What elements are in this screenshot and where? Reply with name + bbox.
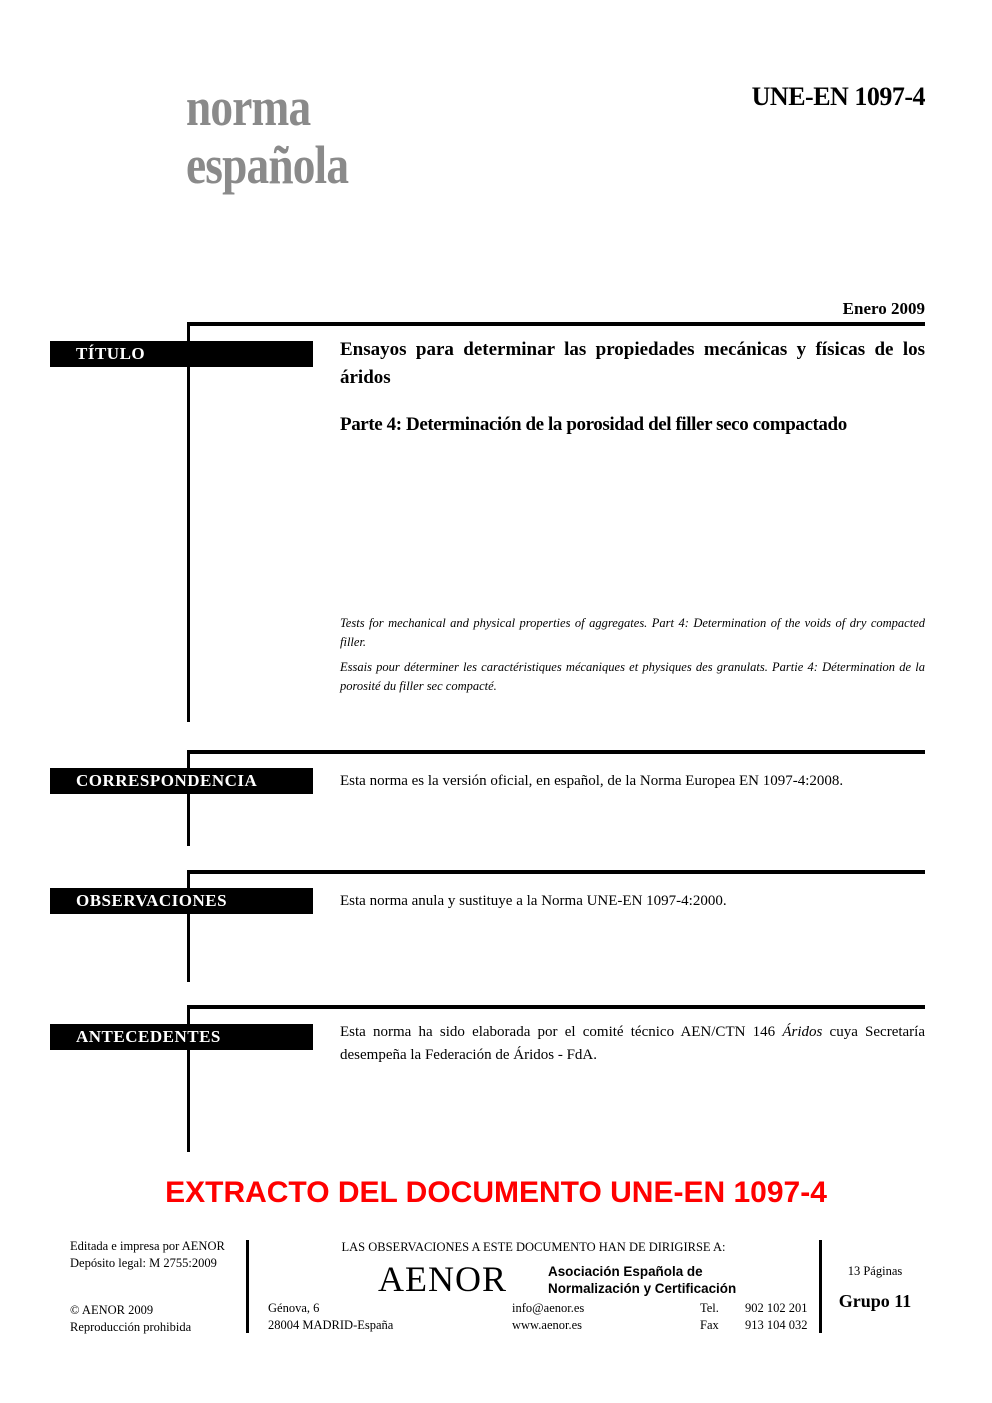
abstract-english: Tests for mechanical and physical properties of aggregates. Part 4: Determination of the voids of dry compacted filler. — [340, 616, 925, 649]
footer-imprint-line2: Depósito legal: M 2755:2009 — [70, 1256, 217, 1270]
footer-notice: LAS OBSERVACIONES A ESTE DOCUMENTO HAN DE DIRIGIRSE A: — [341, 1240, 726, 1254]
aenor-logo: AENOR — [378, 1259, 507, 1299]
extract-banner: EXTRACTO DEL DOCUMENTO UNE-EN 1097-4 — [165, 1176, 827, 1209]
correspondencia-rule — [188, 750, 925, 754]
issue-date: Enero 2009 — [842, 299, 925, 318]
titulo-label: TÍTULO — [50, 341, 313, 367]
footer-fax-value: 913 104 032 — [745, 1318, 808, 1332]
brand-line2: española — [186, 135, 349, 195]
footer-copyright-line2: Reproducción prohibida — [70, 1320, 192, 1334]
footer-imprint — [70, 1238, 225, 1272]
antecedentes-text-after: cuya Secretaría desempeña la Federación de Áridos - FdA. — [340, 1024, 925, 1063]
footer-copyright — [70, 1302, 191, 1336]
footer-address-line2: 28004 MADRID-España — [268, 1318, 394, 1332]
footer-fax-row — [700, 1317, 808, 1334]
brand-line1: norma — [186, 77, 311, 137]
aenor-tagline-line2: Normalización y Certificación — [548, 1280, 737, 1296]
footer-imprint-line1: Editada e impresa por AENOR — [70, 1239, 225, 1253]
observaciones-vertical-rule — [187, 870, 190, 982]
aenor-tagline-line1: Asociación Española de — [548, 1263, 703, 1279]
footer-copyright-line1: © AENOR 2009 — [70, 1303, 154, 1317]
document-title: Ensayos para determinar las propiedades mecánicas y físicas de los áridos — [340, 339, 925, 388]
antecedentes-text-italic: Áridos — [782, 1024, 823, 1040]
footer-page-count: 13 Páginas — [847, 1264, 903, 1278]
antecedentes-text — [340, 1021, 925, 1067]
antecedentes-text-before: Esta norma ha sido elaborada por el comité técnico AEN/CTN 146 — [340, 1024, 783, 1040]
document-code: UNE-EN 1097-4 — [751, 82, 925, 111]
footer-website: www.aenor.es — [512, 1318, 583, 1332]
footer-tel-row — [700, 1300, 808, 1317]
titulo-vertical-rule — [187, 322, 190, 722]
footer-tel-value: 902 102 201 — [745, 1301, 808, 1315]
antecedentes-label: ANTECEDENTES — [50, 1024, 313, 1050]
antecedentes-rule — [188, 1005, 925, 1009]
correspondencia-label: CORRESPONDENCIA — [50, 768, 313, 794]
footer-group: Grupo 11 — [838, 1291, 912, 1311]
footer-tel-label: Tel. — [700, 1301, 719, 1315]
abstract-french: Essais pour déterminer les caractéristiques mécaniques et physiques des granulats. Partie 4: Détermination de la porosité du filler sec compacté. — [340, 660, 925, 693]
footer-address-line1: Génova, 6 — [268, 1301, 320, 1315]
footer-address — [268, 1300, 393, 1334]
aenor-tagline — [548, 1263, 736, 1297]
correspondencia-text: Esta norma es la versión oficial, en español, de la Norma Europea EN 1097-4:2008. — [340, 773, 844, 789]
observaciones-label: OBSERVACIONES — [50, 888, 313, 914]
footer-email: info@aenor.es — [512, 1301, 585, 1315]
norma-espanola-logo — [186, 78, 348, 194]
document-subtitle: Parte 4: Determinación de la porosidad del filler seco compactado — [340, 414, 847, 435]
observaciones-text: Esta norma anula y sustituye a la Norma UNE-EN 1097-4:2000. — [340, 893, 727, 909]
footer-phones — [700, 1300, 808, 1334]
correspondencia-vertical-rule — [187, 750, 190, 846]
footer-contact — [512, 1300, 584, 1334]
footer-fax-label: Fax — [700, 1318, 719, 1332]
titulo-rule — [188, 322, 925, 326]
observaciones-rule — [188, 870, 925, 874]
